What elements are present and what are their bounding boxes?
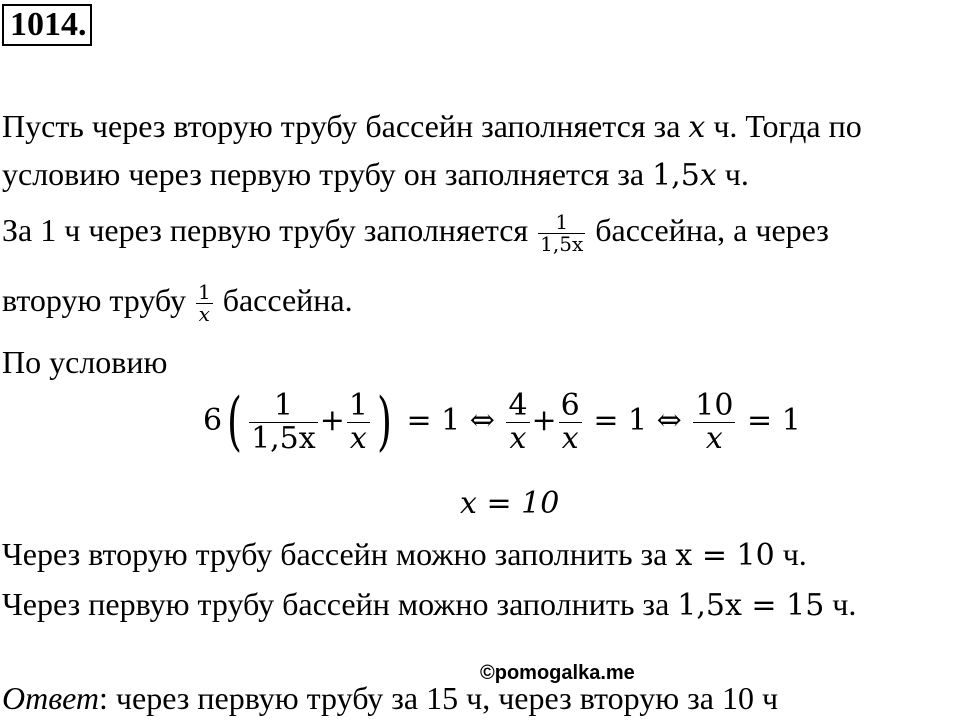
eq-equals-3: = 1	[747, 403, 801, 438]
main-equation	[203, 385, 801, 459]
problem-number-text: 1014	[10, 6, 78, 43]
eq-fraction-3	[506, 390, 529, 454]
fraction-denominator: 1,5x	[251, 420, 316, 456]
text-line-2	[2, 154, 749, 196]
answer-line	[2, 678, 778, 718]
line2-math: 1,5	[652, 158, 700, 193]
text-line-1	[2, 106, 862, 148]
fraction-numerator: 1	[249, 390, 318, 423]
fraction-numerator: 4	[508, 388, 528, 423]
conclusion-line-2	[2, 584, 856, 626]
eq-fraction-2	[347, 390, 370, 454]
conclusion-line-1	[2, 534, 807, 576]
line3-text-a: За 1 ч через первую трубу заполняется	[2, 212, 537, 248]
eq-fraction-5	[693, 390, 735, 454]
eq-plus-2: +	[531, 403, 557, 438]
answer-text: : через первую трубу за 15 ч, через вторую за 10 ч	[99, 680, 779, 716]
line1-text-b: ч. Тогда по	[705, 108, 862, 144]
line2-text-b: ч.	[716, 156, 749, 192]
fraction-1-over-1.5x	[538, 212, 585, 255]
fraction-1-over-x	[196, 282, 213, 325]
line4-text-b: бассейна.	[214, 282, 353, 318]
fraction-denominator: x	[349, 420, 367, 456]
line1-var: x	[688, 110, 706, 145]
line1-text-a: Пусть через вторую трубу бассейн заполняется за	[2, 108, 689, 144]
fraction-numerator: 6	[560, 388, 580, 423]
line2-text-a: условию через первую трубу он заполняется за	[2, 156, 653, 192]
fraction-numerator: 1	[348, 388, 368, 423]
solution-line: x = 10	[460, 486, 560, 521]
answer-label: Ответ	[2, 680, 99, 716]
fraction-denominator: x	[509, 420, 527, 456]
line4-text-a: вторую трубу	[2, 282, 194, 318]
text-line-3	[2, 210, 829, 255]
eq-coefficient: 6	[203, 403, 223, 438]
eq-plus: +	[319, 403, 345, 438]
fraction-denominator: x	[705, 420, 723, 456]
text-line-5	[2, 342, 167, 382]
conclusion1-text-a: Через вторую трубу бассейн можно заполнить за	[2, 536, 676, 572]
conclusion1-text-b: ч.	[774, 536, 807, 572]
fraction-denominator: x	[561, 420, 579, 456]
fraction-numerator: 1	[197, 280, 211, 305]
problem-number-suffix: .	[78, 6, 87, 43]
fraction-denominator: 1,5x	[540, 232, 584, 257]
eq-fraction-4	[559, 390, 582, 454]
conclusion2-math: 1,5x = 15	[677, 588, 825, 623]
text-line-4	[2, 280, 353, 325]
conclusion1-math: x = 10	[675, 538, 775, 573]
eq-fraction-1	[249, 390, 318, 454]
line5-text: По условию	[2, 344, 168, 380]
fraction-denominator: x	[198, 302, 210, 327]
fraction-numerator: 10	[695, 388, 734, 423]
conclusion2-text-a: Через первую трубу бассейн можно заполнить за	[2, 586, 678, 622]
right-paren: )	[376, 385, 392, 459]
problem-number	[2, 4, 92, 46]
left-paren: (	[227, 385, 243, 459]
eq-equals-2: = 1 ⇔	[593, 403, 682, 438]
fraction-numerator: 1	[538, 212, 585, 234]
watermark[interactable]: ©pomogalka.me	[480, 662, 635, 684]
line2-var: x	[699, 158, 717, 193]
eq-equals-1: = 1 ⇔	[406, 403, 495, 438]
line3-text-b: бассейна, а через	[587, 212, 829, 248]
conclusion2-text-b: ч.	[824, 586, 857, 622]
